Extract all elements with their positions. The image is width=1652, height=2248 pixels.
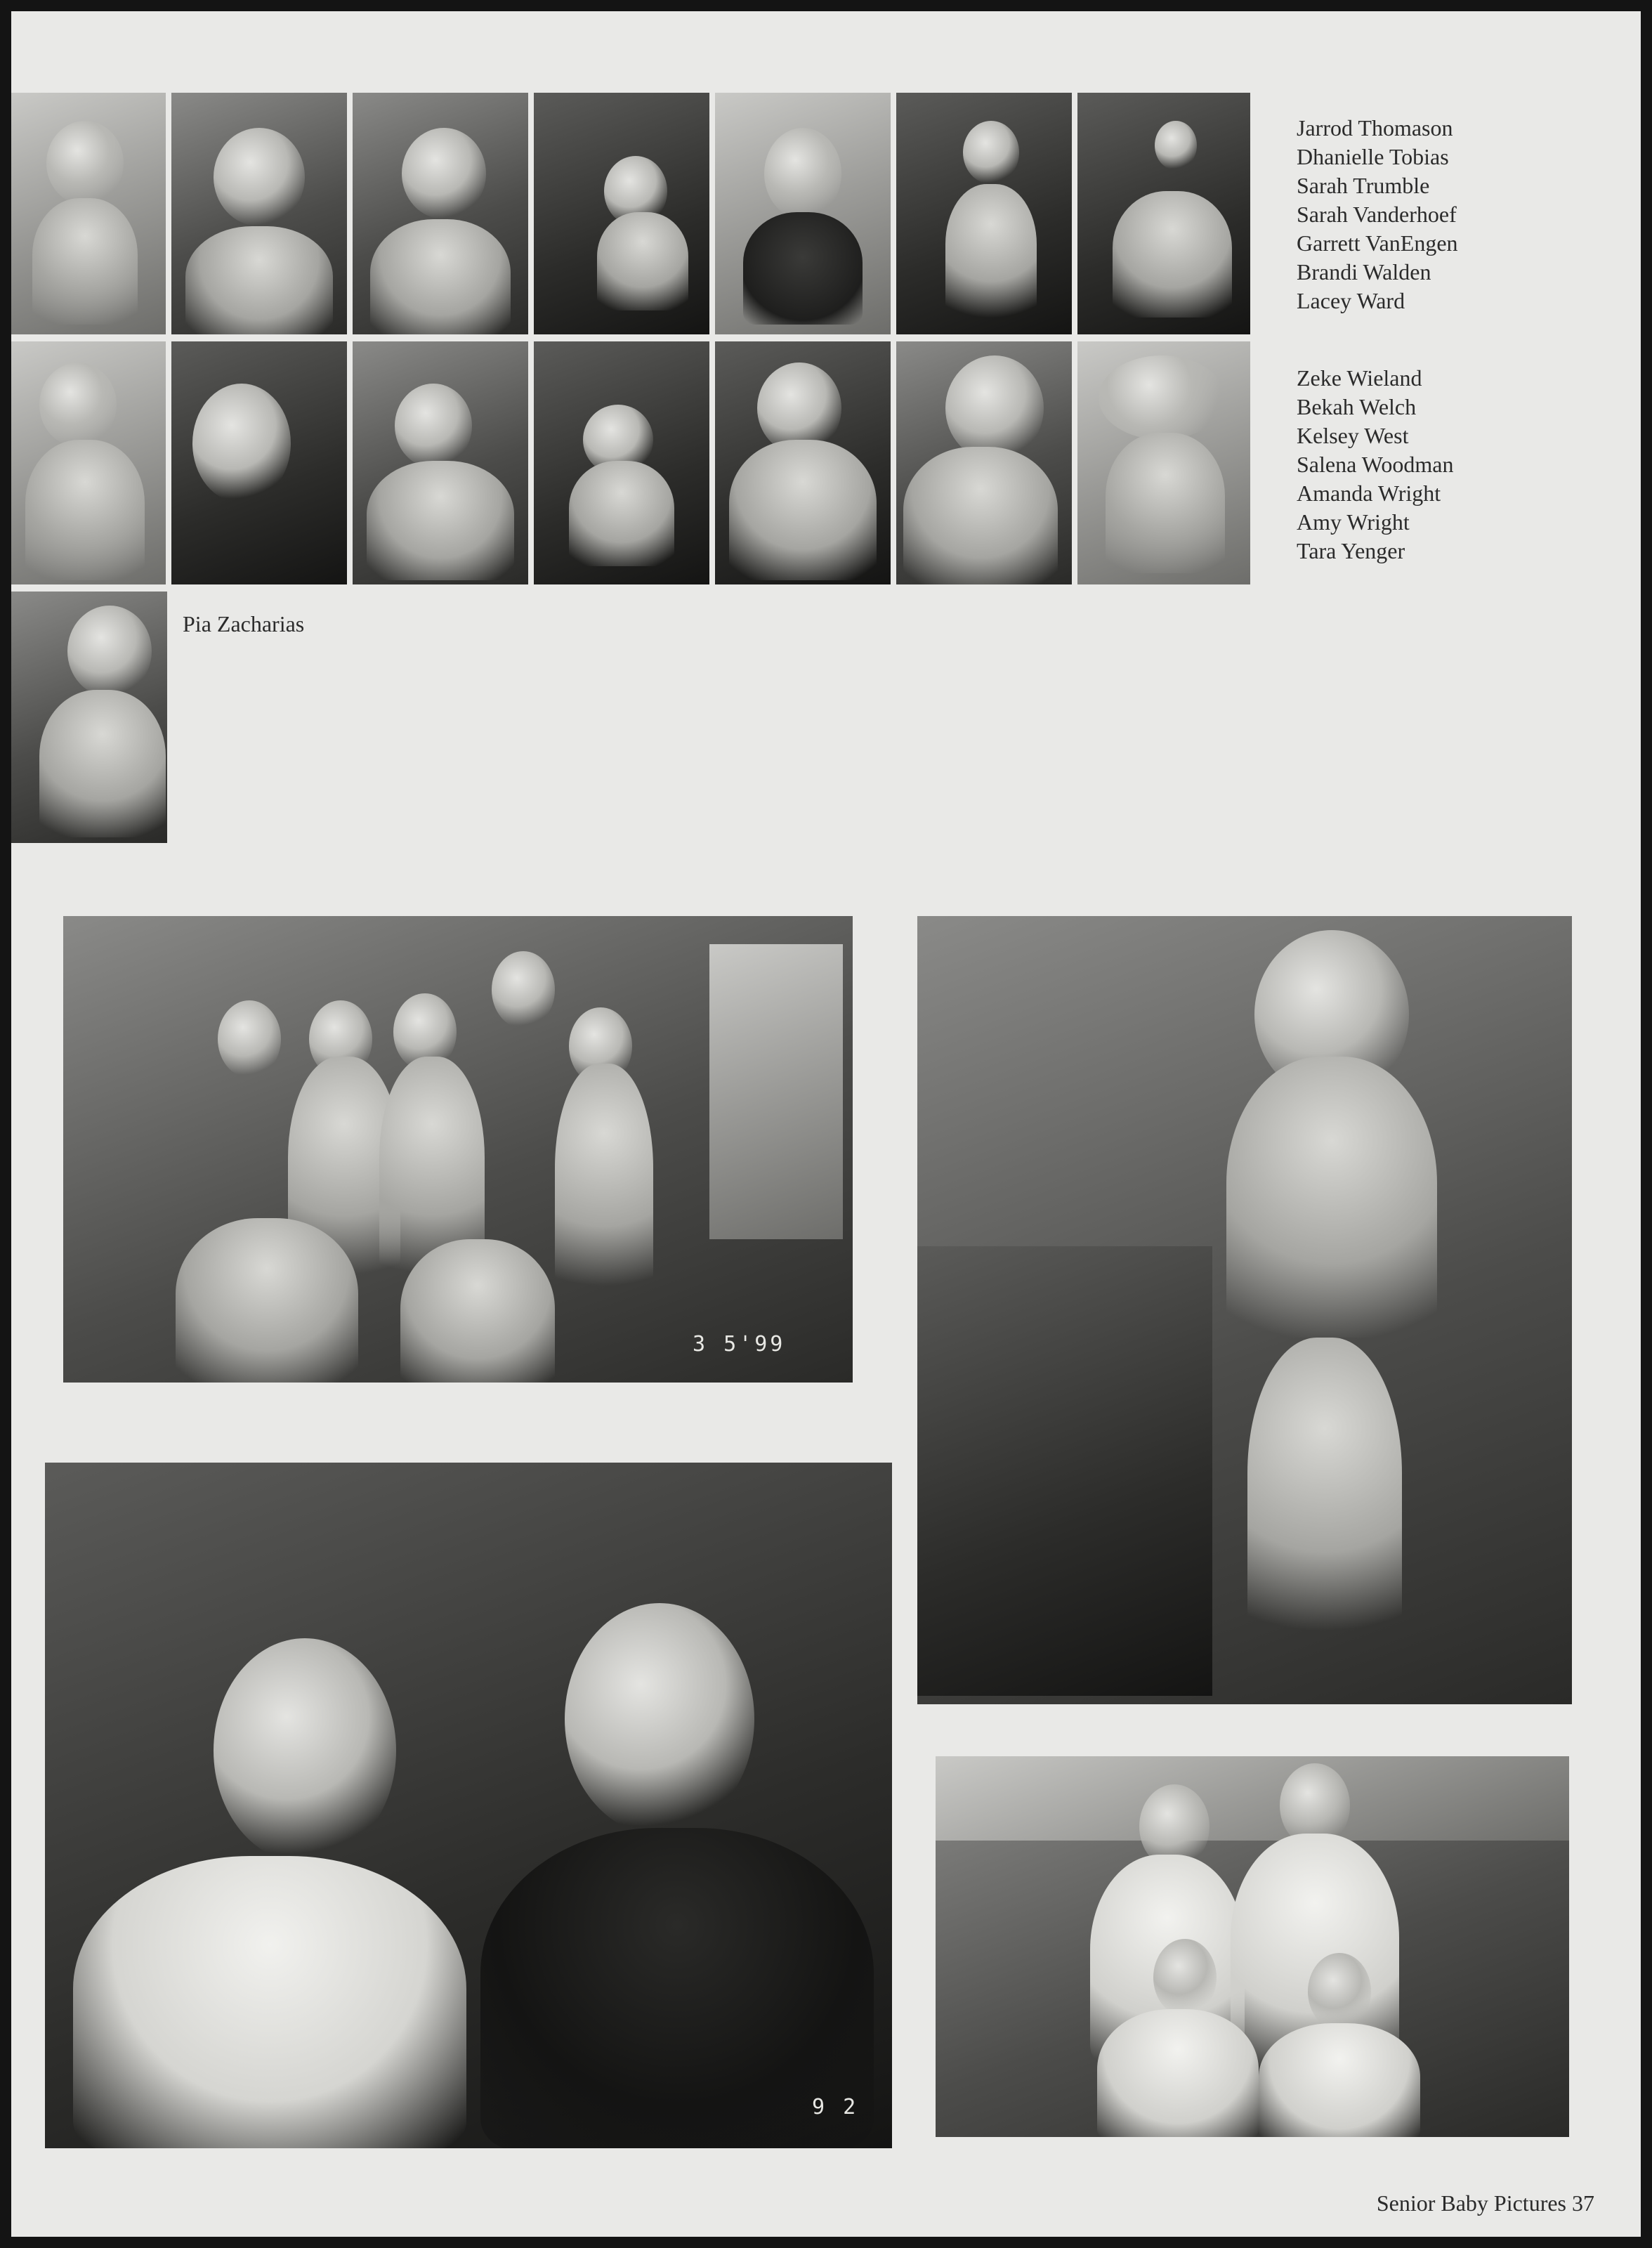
student-name: Amy Wright [1297, 509, 1410, 535]
baby-photo [11, 592, 167, 843]
student-name: Sarah Trumble [1297, 173, 1430, 198]
candid-photo-two-boys [45, 1463, 892, 2148]
candid-photo-duct-tape [917, 916, 1572, 1704]
student-name: Garrett VanEngen [1297, 230, 1458, 256]
student-name: Salena Woodman [1297, 452, 1454, 477]
page-number: 37 [1572, 2190, 1594, 2216]
names-list-group-1 [1297, 114, 1458, 315]
section-title: Senior Baby Pictures [1376, 2190, 1566, 2216]
student-name: Amanda Wright [1297, 481, 1441, 506]
student-name: Kelsey West [1297, 423, 1409, 448]
baby-photo [11, 341, 166, 584]
date-stamp: 3 5'99 [693, 1332, 786, 1357]
sky-area [936, 1756, 1569, 1841]
baby-photo [171, 93, 347, 334]
baby-photo [171, 341, 347, 584]
student-name: Bekah Welch [1297, 394, 1417, 419]
baby-photo [1077, 341, 1250, 584]
candid-photo-four-boys [936, 1756, 1569, 2137]
baby-photo [715, 93, 891, 334]
bed-area [917, 1246, 1212, 1696]
candid-photo-hallway [63, 916, 853, 1383]
baby-photo [534, 341, 709, 584]
date-stamp: 9 2 [812, 2095, 859, 2119]
student-name: Dhanielle Tobias [1297, 144, 1449, 169]
student-name: Zeke Wieland [1297, 365, 1422, 391]
baby-photo [534, 93, 709, 334]
baby-photo [353, 341, 528, 584]
baby-photo [11, 93, 166, 334]
student-name: Jarrod Thomason [1297, 115, 1453, 140]
baby-photo [1077, 93, 1250, 334]
student-name: Brandi Walden [1297, 259, 1431, 285]
student-name: Lacey Ward [1297, 288, 1405, 313]
baby-photo [353, 93, 528, 334]
yearbook-page [11, 11, 1641, 2237]
window-area [709, 944, 843, 1239]
baby-photo [896, 341, 1072, 584]
page-footer [1377, 2190, 1594, 2216]
student-name: Sarah Vanderhoef [1297, 202, 1457, 227]
names-list-group-2 [1297, 364, 1453, 566]
baby-photo [896, 93, 1072, 334]
baby-photo [715, 341, 891, 584]
student-name: Tara Yenger [1297, 538, 1405, 563]
student-name: Pia Zacharias [183, 611, 305, 636]
